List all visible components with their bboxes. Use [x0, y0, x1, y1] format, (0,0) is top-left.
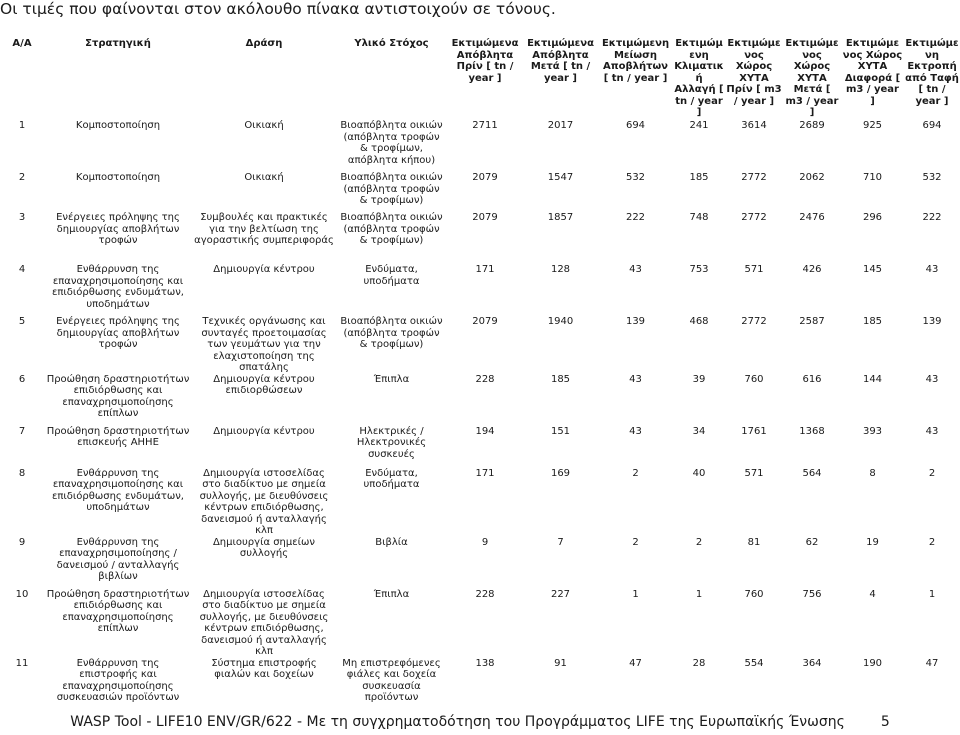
table-cell: 222 [922, 212, 942, 223]
table-cell: 171 [475, 264, 495, 275]
table-cell: 2 [928, 536, 936, 548]
header-cell: Εκτιμώμ ενη Κλιματικ ή Αλλαγή [ tn / year ] [674, 38, 724, 118]
table-cell: Κομποστοποίηση [75, 172, 161, 183]
table-cell: Κομποστοποίηση [75, 120, 161, 131]
table-cell: 925 [862, 120, 883, 131]
table-cell: 1368 [799, 425, 825, 437]
table-row [0, 658, 960, 710]
table-cell: 4 [869, 588, 876, 600]
table-cell: 39 [692, 373, 706, 385]
table-row [0, 374, 960, 426]
table-cell: 554 [744, 657, 764, 669]
table-cell: 571 [744, 264, 764, 275]
waste-reduction-table [0, 38, 960, 710]
table-cell: 694 [625, 120, 646, 131]
table-cell: 241 [689, 120, 709, 131]
table-cell: 2772 [741, 212, 767, 223]
table-cell: Σύστημα επιστροφής φιαλών και δοχείων [211, 657, 317, 680]
table-cell: 468 [689, 316, 709, 327]
table-cell: 1857 [547, 212, 574, 223]
header-cell: Εκτιμώμενη Μείωση Αποβλήτων [ tn / year ] [601, 38, 670, 84]
table-cell: Έπιπλα [373, 588, 410, 600]
table-cell: Δημιουργία κέντρου [213, 425, 315, 437]
table-cell: 426 [802, 264, 822, 275]
table-cell: 43 [629, 425, 642, 437]
table-cell: Βιβλία [375, 536, 408, 548]
table-cell: 748 [689, 212, 709, 223]
table-cell: 2476 [799, 212, 825, 223]
table-row [0, 468, 960, 537]
header-cell: Στρατηγική [85, 38, 151, 49]
table-cell: 7 [557, 536, 564, 548]
table-cell: 5 [18, 316, 26, 327]
table-cell: 532 [625, 172, 646, 183]
table-cell: 81 [747, 536, 761, 548]
table-cell: Βιοαπόβλητα οικιών (απόβλητα τροφών & τροφίμων) [340, 316, 443, 350]
table-cell: 2 [928, 467, 936, 479]
header-cell: Εκτιμώμε νος Χώρος ΧΥΤΑ Μετά [ m3 / year ] [785, 38, 839, 118]
table-cell: 228 [475, 588, 495, 600]
header-cell: Εκτιμώμε νη Εκτροπή από Ταφή [ tn / year ] [905, 38, 959, 107]
table-cell: 3614 [741, 120, 767, 131]
header-cell: Εκτιμώμε νος Χώρος ΧΥΤΑ Διαφορά [ m3 / year ] [842, 38, 903, 107]
table-cell: Δημιουργία κέντρου [213, 264, 315, 275]
table-cell: 91 [554, 657, 567, 669]
table-cell: 1547 [547, 172, 574, 183]
table-cell: 47 [629, 657, 642, 669]
table-cell: 760 [744, 373, 764, 385]
table-cell: 393 [862, 425, 883, 437]
table-cell: 2772 [741, 316, 767, 327]
table-cell: 43 [925, 425, 939, 437]
table-cell: 753 [689, 264, 709, 275]
table-cell: 43 [925, 264, 939, 275]
header-cell: Δράση [245, 38, 283, 49]
table-cell: 8 [18, 467, 26, 479]
table-row [0, 537, 960, 589]
table-cell: 40 [692, 467, 706, 479]
table-cell: 564 [802, 467, 822, 479]
table-cell: Δημιουργία ιστοσελίδας στο διαδίκτυο με σημεία συλλογής, με διευθύνσεις κέντρων επιδιόρθωσης, δανεισμού ή ανταλλαγής κλπ [199, 467, 329, 536]
table-row [0, 426, 960, 468]
table-cell: Μη επιστρεφόμενες φιάλες και δοχεία συσκευασία προϊόντων [342, 657, 441, 703]
table-row [0, 264, 960, 316]
table-cell: 9 [18, 536, 26, 548]
table-cell: 128 [550, 264, 571, 275]
table-cell: 2711 [472, 120, 498, 131]
table-cell: 616 [802, 373, 822, 385]
table-row [0, 589, 960, 658]
table-cell: 28 [692, 657, 706, 669]
table-cell: Προώθηση δραστηριοτήτων επισκευής ΑΗΗΕ [46, 425, 190, 448]
table-cell: 4 [18, 264, 26, 275]
table-cell: 139 [625, 316, 646, 327]
table-cell: Ενέργειες πρόληψης της δημιουργίας αποβλήτων τροφών [56, 316, 180, 350]
table-cell: 139 [922, 316, 942, 327]
table-cell: 9 [481, 536, 489, 548]
table-cell: Ενθάρρυνση της επαναχρησιμοποίησης / δανεισμού / ανταλλαγής βιβλίων [56, 536, 180, 582]
table-header-row [0, 38, 960, 120]
table-cell: 8 [869, 467, 876, 479]
table-cell: Δημιουργία κέντρου επιδιορθώσεων [213, 373, 315, 396]
table-cell: Ενθάρρυνση της επαναχρησιμοποίησης και επιδιόρθωσης ενδυμάτων, υποδημάτων [51, 264, 184, 310]
table-cell: 43 [629, 373, 642, 385]
table-cell: Βιοαπόβλητα οικιών (απόβλητα τροφών & τροφίμων) [340, 172, 443, 206]
table-cell: 185 [689, 172, 709, 183]
table-cell: 11 [15, 657, 29, 669]
table-cell: Προώθηση δραστηριοτήτων επιδιόρθωσης και επαναχρησιμοποίησης επίπλων [46, 588, 190, 634]
page-number: 5 [880, 714, 890, 730]
table-cell: 2587 [799, 316, 825, 327]
table-cell: Δημιουργία ιστοσελίδας στο διαδίκτυο με σημεία συλλογής, με διευθύνσεις κέντρων επιδιόρθωσης, δανεισμού ή ανταλλαγής κλπ [199, 588, 329, 657]
intro-text: Οι τιμές που φαίνονται στον ακόλουθο πίνακα αντιστοιχούν σε τόνους. [0, 0, 556, 18]
table-cell: 1761 [741, 425, 767, 437]
table-cell: 2079 [472, 212, 498, 223]
table-cell: Δημιουργία σημείων συλλογής [212, 536, 316, 559]
table-cell: Οικιακή [244, 120, 284, 131]
table-cell: 296 [862, 212, 883, 223]
table-cell: Βιοαπόβλητα οικιών (απόβλητα τροφών & τροφίμων, απόβλητα κήπου) [340, 120, 443, 166]
table-row [0, 172, 960, 212]
table-cell: Προώθηση δραστηριοτήτων επιδιόρθωσης και επαναχρησιμοποίησης επίπλων [46, 373, 190, 419]
table-cell: 710 [862, 172, 883, 183]
table-row [0, 120, 960, 172]
table-cell: 2079 [472, 316, 498, 327]
footer-text: WASP Tool - LIFE10 ENV/GR/622 - Με τη συγχρηματοδότηση του Προγράμματος LIFE της Ευρωπαϊκής Ένωσης [70, 714, 845, 730]
table-cell: 10 [15, 588, 29, 600]
header-cell: Α/Α [12, 38, 32, 49]
table-cell: 532 [922, 172, 942, 183]
table-cell: 151 [550, 425, 571, 437]
table-cell: 222 [625, 212, 646, 223]
table-cell: 1 [928, 588, 936, 600]
table-cell: 760 [744, 588, 764, 600]
table-cell: 2 [695, 536, 703, 548]
table-cell: 194 [475, 425, 495, 437]
table-cell: 571 [744, 467, 764, 479]
table-cell: 6 [18, 373, 26, 385]
header-cell: Εκτιμώμενα Απόβλητα Μετά [ tn / year ] [527, 38, 594, 84]
table-cell: 756 [802, 588, 822, 600]
table-cell: 171 [475, 467, 495, 479]
table-cell: Ενέργειες πρόληψης της δημιουργίας αποβλήτων τροφών [56, 212, 180, 246]
table-cell: 19 [866, 536, 879, 548]
table-cell: 190 [862, 657, 883, 669]
table-cell: 185 [550, 373, 571, 385]
table-cell: Ενδύματα, υποδήματα [363, 467, 420, 490]
table-cell: 228 [475, 373, 495, 385]
table-row [0, 316, 960, 374]
table-cell: 7 [18, 425, 26, 437]
table-cell: 144 [862, 373, 883, 385]
table-cell: Ηλεκτρικές / Ηλεκτρονικές συσκευές [356, 425, 427, 460]
table-cell: 2 [18, 172, 26, 183]
table-cell: 2079 [472, 172, 498, 183]
table-cell: 62 [805, 536, 819, 548]
table-cell: Οικιακή [244, 172, 284, 183]
table-row [0, 212, 960, 264]
table-cell: 3 [18, 212, 26, 223]
table-cell: 2 [632, 467, 639, 479]
table-cell: Συμβουλές και πρακτικές για την βελτίωση της αγοραστικής συμπεριφοράς [194, 212, 334, 246]
table-cell: 694 [922, 120, 942, 131]
header-cell: Εκτιμώμενα Απόβλητα Πρίν [ tn / year ] [451, 38, 519, 84]
page-footer [0, 714, 960, 730]
table-cell: 2062 [799, 172, 825, 183]
header-cell: Υλικό Στόχος [354, 38, 429, 49]
table-cell: 2 [632, 536, 639, 548]
table-cell: Ενθάρρυνση της επαναχρησιμοποίησης και επιδιόρθωσης ενδυμάτων, υποδημάτων [51, 467, 184, 513]
table-cell: 169 [550, 467, 571, 479]
header-cell: Εκτιμώμε νος Χώρος ΧΥΤΑ Πρίν [ m3 / year ] [726, 38, 782, 107]
table-cell: 227 [550, 588, 571, 600]
table-cell: 185 [862, 316, 883, 327]
table-cell: 138 [475, 657, 495, 669]
table-cell: 145 [862, 264, 883, 275]
table-cell: Τεχνικές οργάνωσης και συνταγές προετοιμασίας των γευμάτων για την ελαχιστοποίηση της σπατάλης [201, 316, 327, 373]
table-cell: 34 [692, 425, 706, 437]
table-cell: Ενθάρρυνση της επιστροφής και επαναχρησιμοποίησης συσκευασιών προϊόντων [56, 657, 180, 703]
table-cell: Έπιπλα [373, 373, 410, 385]
table-cell: Βιοαπόβλητα οικιών (απόβλητα τροφών & τροφίμων) [340, 212, 443, 246]
table-cell: 1 [695, 588, 703, 600]
table-cell: 1940 [547, 316, 574, 327]
table-cell: 47 [925, 657, 939, 669]
table-cell: 1 [632, 588, 639, 600]
table-cell: 2772 [741, 172, 767, 183]
table-cell: 43 [629, 264, 642, 275]
table-cell: 43 [925, 373, 939, 385]
table-cell: 364 [802, 657, 822, 669]
table-cell: 2017 [547, 120, 574, 131]
table-cell: 2689 [799, 120, 825, 131]
table-cell: 1 [18, 120, 26, 131]
table-cell: Ενδύματα, υποδήματα [363, 264, 420, 287]
